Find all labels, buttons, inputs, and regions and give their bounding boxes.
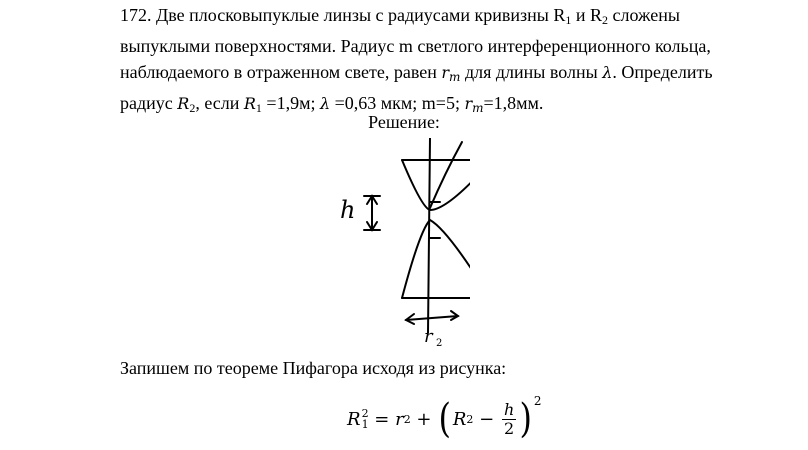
r-label: r: [424, 326, 433, 347]
h-label: h: [340, 196, 356, 224]
problem-line-2: выпуклыми поверхностями. Радиус m светлого интерференционного кольца,: [120, 36, 711, 56]
pythagoras-formula: R 2 1 = r 2 + ( R 2 − $\frac{h}{2}$ ) 2: [347, 394, 542, 442]
radius-line: [430, 142, 462, 208]
left-paren: (: [438, 396, 452, 442]
lower-lens-curve: [402, 220, 470, 298]
lens-diagram: [330, 138, 470, 350]
intro-text: Запишем по теореме Пифагора исходя из рисунка:: [120, 358, 507, 378]
optical-axis: [428, 138, 430, 333]
problem-statement: [120, 2, 760, 121]
problem-line-3: наблюдаемого в отраженном свете, равен $r_m$ для длины волны λ. Определить: [120, 62, 713, 84]
solution-heading: Решение:: [368, 112, 440, 132]
r-label-sub: 2: [436, 338, 443, 349]
problem-line-1: 172. Две плосковыпуклые линзы с радиусами кривизны $R_1$ и $R_2$ сложены: [120, 5, 680, 27]
problem-line-4: радиус $R_2$, если $R_1 =1,9м$; λ =0,63 мкм; m=5; $r_m=1,8мм$.: [120, 93, 544, 115]
right-paren: ): [519, 396, 533, 442]
h-over-2-fraction: $\frac{h}{2}$: [503, 399, 515, 438]
